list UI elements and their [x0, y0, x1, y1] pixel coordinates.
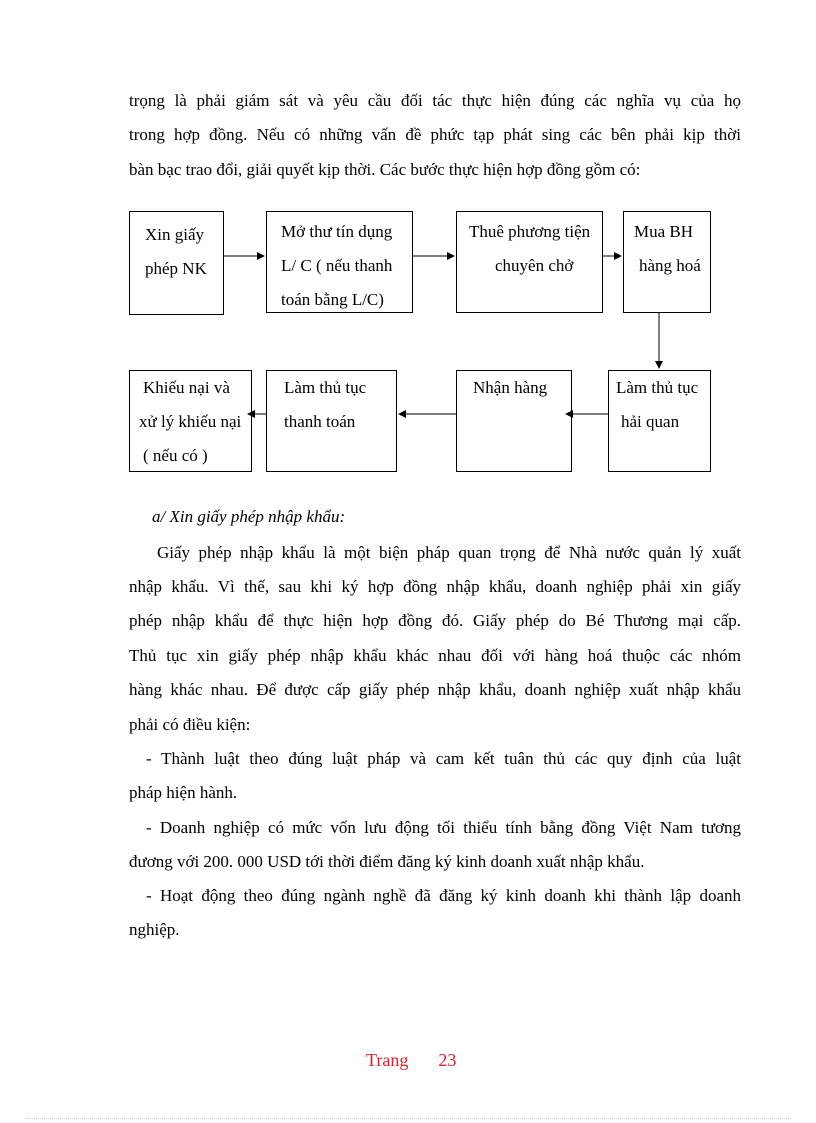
flow-step-text: toán bằng L/C): [281, 290, 384, 309]
flow-step-text: Xin giấy: [145, 225, 205, 244]
bullet-1-line-2: pháp hiện hành.: [129, 783, 238, 802]
flow-step-text: Khiếu nại và: [143, 378, 230, 397]
flow-step-text: thanh toán: [284, 412, 356, 431]
flow-step-text: Mở thư tín dụng: [281, 222, 393, 241]
intro-line-3: bàn bạc trao đổi, giải quyết kịp thời. Các bước thực hiện hợp đồng gồm có:: [129, 160, 641, 179]
page-number: 23: [438, 1050, 457, 1070]
flow-step-text: Nhận hàng: [473, 378, 548, 397]
flow-step-text: hải quan: [621, 412, 680, 431]
bullet-3-line-2: nghiệp.: [129, 920, 180, 939]
page-footer: [366, 1050, 456, 1071]
bottom-dotted-rule: [25, 1118, 791, 1119]
paragraph-line-2: nhập khẩu. Vì thế, sau khi ký hợp đồng nhập khẩu, doanh nghiệp phải xin giấy: [129, 577, 741, 596]
paragraph-line-1: Giấy phép nhập khẩu là một biện pháp quan trọng để Nhà nước quản lý xuất: [157, 543, 741, 562]
bullet-3-line-1: - Hoạt động theo đúng ngành nghề đã đăng ký kinh doanh khi thành lập doanh: [146, 886, 741, 905]
section-heading: a/ Xin giấy phép nhập khẩu:: [152, 507, 346, 526]
flow-step-text: L/ C ( nếu thanh: [281, 256, 393, 275]
flow-step-text: Mua BH: [634, 222, 694, 241]
intro-line-2: trong hợp đồng. Nếu có những vấn đề phức tạp phát sing các bên phải kịp thời: [129, 125, 741, 144]
flow-step-text: hàng hoá: [639, 256, 701, 275]
paragraph-line-3: phép nhập khẩu để thực hiện hợp đồng đó. Giấy phép do Bé Thương mại cấp.: [129, 611, 741, 630]
page-label: Trang: [366, 1050, 409, 1070]
flow-step-text: Thuê phương tiện: [469, 222, 591, 241]
paragraph-line-5: hàng khác nhau. Để được cấp giấy phép nhập khẩu, doanh nghiệp xuất nhập khẩu: [129, 680, 741, 699]
flow-step-text: xử lý khiếu nại: [139, 412, 242, 431]
bullet-1-line-1: - Thành luật theo đúng luật pháp và cam kết tuân thủ các quy định của luật: [146, 749, 741, 768]
flow-step-text: ( nếu có ): [143, 446, 208, 465]
bullet-2-line-2: đương với 200. 000 USD tới thời điểm đăng ký kinh doanh xuất nhập khẩu.: [129, 852, 645, 871]
paragraph-line-6: phải có điều kiện:: [129, 715, 251, 734]
flow-step-text: chuyên chở: [495, 256, 574, 275]
paragraph-line-4: Thủ tục xin giấy phép nhập khẩu khác nhau đối với hàng hoá thuộc các nhóm: [129, 646, 741, 665]
intro-line-1: trọng là phải giám sát và yêu cầu đối tác thực hiện đúng các nghĩa vụ của họ: [129, 91, 741, 110]
flow-step-text: Làm thủ tục: [616, 378, 699, 397]
flow-step-text: Làm thủ tục: [284, 378, 367, 397]
flow-step-text: phép NK: [145, 259, 207, 278]
bullet-2-line-1: - Doanh nghiệp có mức vốn lưu động tối thiểu tính bằng đồng Việt Nam tương: [146, 818, 741, 837]
